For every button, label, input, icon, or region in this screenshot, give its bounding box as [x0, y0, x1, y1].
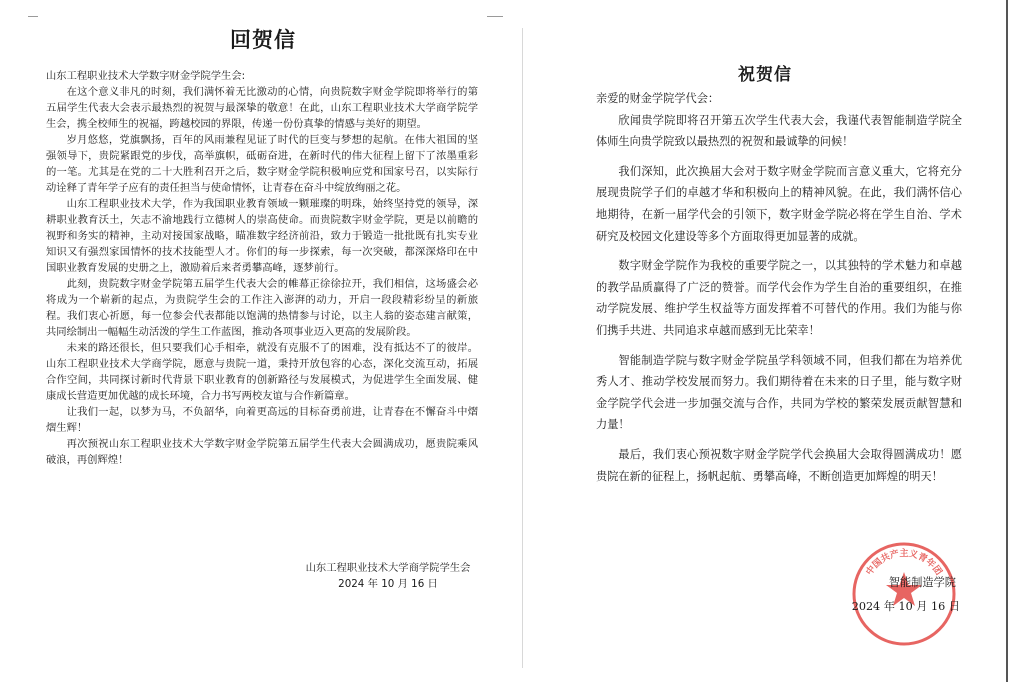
- right-letter-paragraph: 数字财金学院作为我校的重要学院之一，以其独特的学术魅力和卓越的教学品质赢得了广泛的赞誉。而学代会作为学生自治的重要组织，在推动学院发展、维护学生权益等方面发挥着不可替代的作用。我们为能与你们携手共进、共同追求卓越而感到无比荣幸！: [596, 259, 962, 337]
- left-letter-paragraph: 此刻，贵院数字财金学院第五届学生代表大会的帷幕正徐徐拉开，我们相信，这场盛会必将成为一个崭新的起点，为贵院学生会的工作注入澎湃的动力，开启一段段精彩纷呈的新旅程。我们衷心祈愿，每一位参会代表都能以饱满的热情参与讨论，以主人翁的姿态建言献策，共同绘制出一幅幅生动活泼的学生工作蓝图，推动各项事业迈入更高的发展阶段。: [46, 278, 478, 338]
- right-letter-body: [596, 88, 962, 495]
- page-divider: [522, 28, 523, 668]
- page-edge-line: [1006, 0, 1008, 682]
- left-letter-title: 回贺信: [230, 27, 296, 52]
- page-corner-mark: [28, 16, 38, 17]
- left-letter-body: [46, 68, 478, 468]
- left-letter-paragraph: 未来的路还很长，但只要我们心手相牵，就没有克服不了的困难，没有抵达不了的彼岸。山东工程职业技术大学商学院，愿意与贵院一道，秉持开放包容的心态，深化交流互动，拓展合作空间，共同探讨新时代背景下职业教育的创新路径与发展模式，为促进学生全面发展、健康成长营造更加优越的成长环境，合力书写两校友谊与合作新篇章。: [46, 342, 478, 402]
- right-signature-org: 智能制造学院: [888, 576, 956, 589]
- left-letter-paragraph: 山东工程职业技术大学，作为我国职业教育领域一颗璀璨的明珠，始终坚持党的领导，深耕职业教育沃土，矢志不渝地践行立德树人的崇高使命。而贵院数字财金学院，更是以前瞻的视野和务实的精神，主动对接国家战略，瞄准数字经济前沿，致力于锻造一批批既有扎实专业知识又有强烈家国情怀的技术技能型人才。你们的每一步探索，每一次突破，都深深烙印在中国职业教育发展的史册之上，激励着后来者勇攀高峰，逐梦前行。: [46, 198, 478, 274]
- left-letter-paragraph: 让我们一起，以梦为马，不负韶华，向着更高远的目标奋勇前进，让青春在不懈奋斗中熠熠生辉！: [46, 406, 478, 434]
- right-letter-signature: [804, 572, 964, 618]
- right-letter-paragraph: 欣闻贵学院即将召开第五次学生代表大会，我谨代表智能制造学院全体师生向贵学院致以最热烈的祝贺和最诚挚的问候！: [596, 113, 962, 149]
- right-letter-paragraph: 我们深知，此次换届大会对于数字财金学院而言意义重大，它将充分展现贵院学子们的卓越才华和积极向上的精神风貌。在此，我们满怀信心地期待，在新一届学代会的引领下，数字财金学院必将在学生自治、学术研究及校园文化建设等多个方面取得更加显著的成就。: [596, 164, 962, 243]
- left-letter-paragraph: 再次预祝山东工程职业技术大学数字财金学院第五届学生代表大会圆满成功，愿贵院乘风破浪，再创辉煌！: [46, 438, 478, 466]
- right-signature-date: 2024 年 10 月 16 日: [851, 600, 960, 613]
- right-letter-title: 祝贺信: [738, 65, 792, 85]
- left-letter-signature: [288, 560, 488, 592]
- page-corner-mark: [487, 16, 503, 17]
- right-letter-paragraph: 智能制造学院与数字财金学院虽学科领域不同，但我们都在为培养优秀人才、推动学校发展而努力。我们期待着在未来的日子里，能与数字财金学院学代会进一步加强交流与合作，共同为学校的繁荣发展贡献智慧和力量！: [596, 353, 962, 432]
- right-letter-page: [530, 0, 1000, 682]
- right-letter-paragraph: 最后，我们衷心预祝数字财金学院学代会换届大会取得圆满成功！愿贵院在新的征程上，扬帆起航、勇攀高峰，不断创造更加辉煌的明天！: [596, 447, 962, 483]
- left-letter-paragraph: 在这个意义非凡的时刻，我们满怀着无比激动的心情，向贵院数字财金学院即将举行的第五届学生代表大会表示最热烈的祝贺与最深挚的敬意！在此，山东工程职业技术大学商学院学生会，携全校师生的祝福，跨越校园的界限，传递一份份真挚的情感与美好的期望。: [46, 86, 478, 130]
- right-letter-salutation: 亲爱的财金学院学代会：: [596, 92, 720, 105]
- left-signature-date: 2024 年 10 月 16 日: [338, 578, 438, 590]
- left-letter-salutation: 山东工程职业技术大学数字财金学院学生会:: [46, 70, 246, 82]
- seal-arc-text-path: 中国共产主义青年团: [864, 549, 944, 578]
- left-letter-paragraph: 岁月悠悠，党旗飘扬，百年的风雨兼程见证了时代的巨变与梦想的起航。在伟大祖国的坚强领导下，贵院紧跟党的步伐，高举旗帜，砥砺奋进，在新时代的伟大征程上留下了浓墨重彩的一笔。尤其是在党的二十大胜利召开之后，数字财金学院积极响应党和国家号召，以实际行动诠释了青年学子应有的责任担当与使命情怀，让青春在奋斗中绽放绚丽之花。: [46, 134, 478, 194]
- left-letter-page: [18, 0, 508, 682]
- left-signature-org: 山东工程职业技术大学商学院学生会: [305, 562, 471, 574]
